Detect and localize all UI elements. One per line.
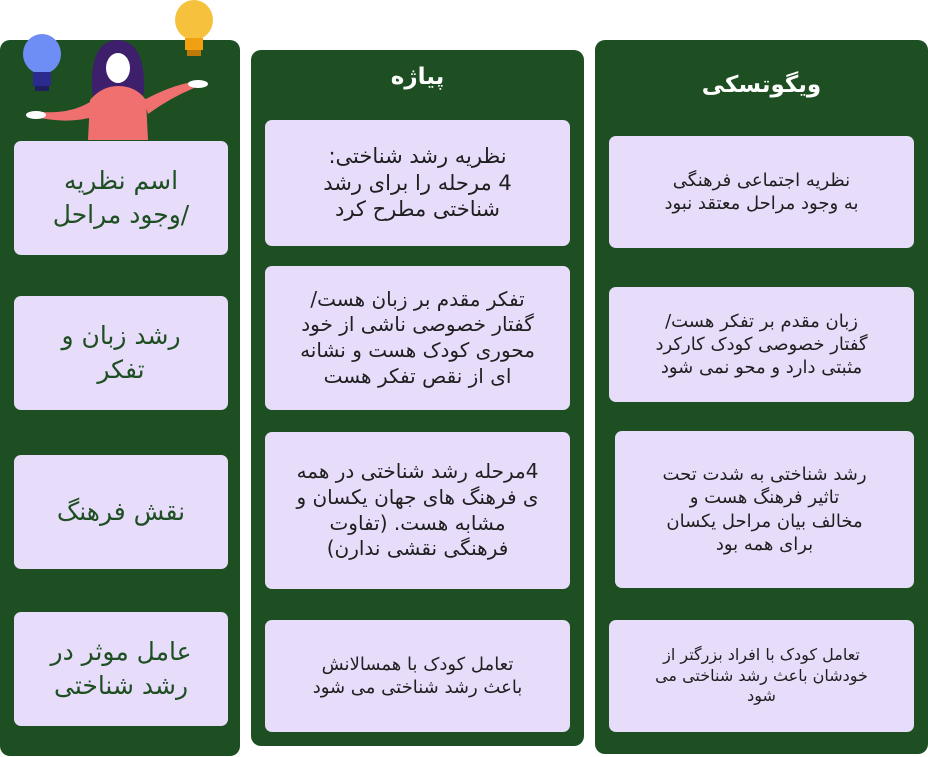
label-card-language-thought: رشد زبان و تفکر: [14, 296, 228, 410]
piaget-title: پیاژه: [390, 64, 445, 90]
label-card-culture: نقش فرهنگ: [14, 455, 228, 569]
piaget-card-culture: 4مرحله رشد شناختی در همه ی فرهنگ های جهان یکسان و مشابه هست. (تفاوت فرهنگی نقشی ندارن): [265, 432, 570, 589]
label-card-cognitive-factor: عامل موثر در رشد شناختی: [14, 612, 228, 726]
woman-with-lightbulbs-illustration: [20, 0, 220, 140]
lightbulb-icon: [175, 0, 213, 56]
piaget-card-theory: نظریه رشد شناختی: 4 مرحله را برای رشد شناختی مطرح کرد: [265, 120, 570, 246]
piaget-card-cognitive-factor: تعامل کودک با همسالانش باعث رشد شناختی می شود: [265, 620, 570, 732]
vygotsky-card-cognitive-factor: تعامل کودک با افراد بزرگتر از خودشان باعث رشد شناختی می شود: [609, 620, 914, 732]
label-card-theory: اسم نظریه /وجود مراحل: [14, 141, 228, 255]
lightbulb-icon: [23, 34, 61, 91]
vygotsky-card-theory: نظریه اجتماعی فرهنگی به وجود مراحل معتقد نبود: [609, 136, 914, 248]
vygotsky-title: ویگوتسکی: [701, 72, 822, 98]
piaget-card-language-thought: تفکر مقدم بر زبان هست/ گفتار خصوصی ناشی از خود محوری کودک هست و نشانه ای از نقص تفکر هست: [265, 266, 570, 410]
vygotsky-card-culture: رشد شناختی به شدت تحت تاثیر فرهنگ هست و مخالف بیان مراحل یکسان برای همه بود: [615, 431, 914, 588]
vygotsky-card-language-thought: زبان مقدم بر تفکر هست/ گفتار خصوصی کودک کارکرد مثبتی دارد و محو نمی شود: [609, 287, 914, 402]
